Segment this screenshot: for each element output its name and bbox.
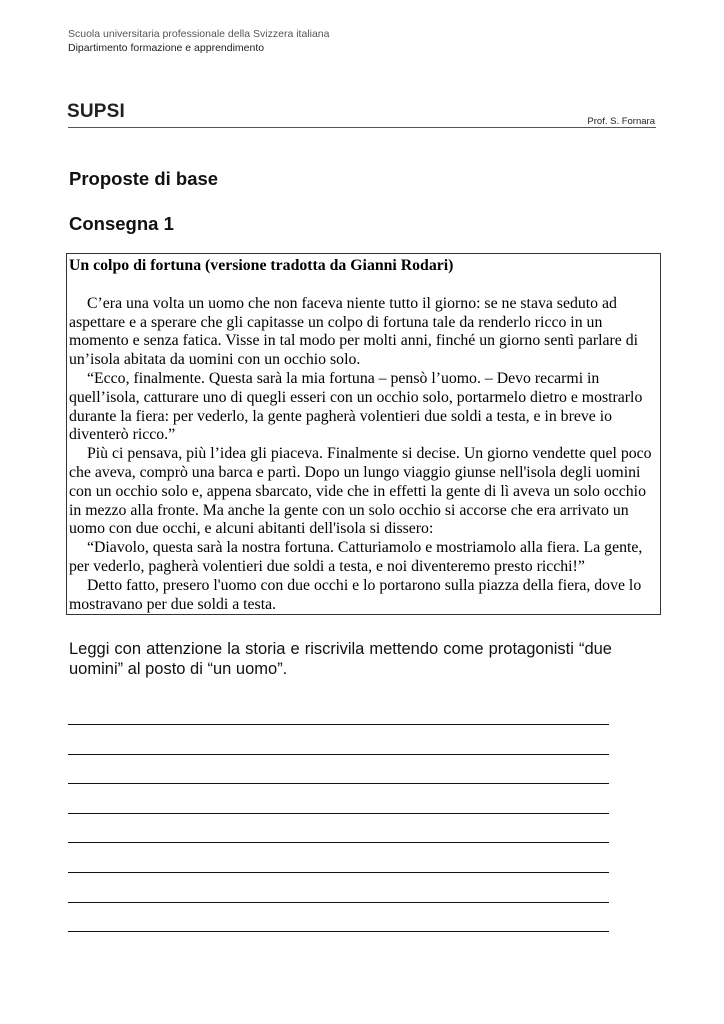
writing-lines	[68, 724, 609, 961]
story-title: Un colpo di fortuna (versione tradotta da Gianni Rodari)	[69, 257, 454, 274]
supsi-logo: SUPSI	[67, 101, 126, 122]
story-paragraph: Detto fatto, presero l'uomo con due occhi e lo portarono sulla piazza della fiera, dove lo mostravano per due soldi a testa.	[69, 576, 642, 613]
story-paragraph: “Diavolo, questa sarà la nostra fortuna. Catturiamolo e mostriamolo alla fiera. La gente, per vederlo, pagherà volentieri due soldi a testa, e noi diventeremo presto ricchi!”	[69, 539, 643, 575]
writing-line[interactable]	[68, 754, 609, 755]
task-instruction: Leggi con attenzione la storia e riscrivila mettendo come protagonisti “due uomini” al posto di “un uomo”.	[69, 640, 612, 678]
writing-line[interactable]	[68, 902, 609, 903]
writing-line[interactable]	[68, 783, 609, 784]
writing-line[interactable]	[68, 872, 609, 873]
department-name: Dipartimento formazione e apprendimento	[68, 42, 265, 54]
story-box	[66, 253, 661, 615]
writing-line[interactable]	[68, 842, 609, 843]
writing-line[interactable]	[68, 813, 609, 814]
writing-line[interactable]	[68, 931, 609, 932]
story-paragraph: C’era una volta un uomo che non faceva niente tutto il giorno: se ne stava seduto ad aspettare e a sperare che gli capitasse un colpo di fortuna tale da renderlo ricco in un momento e senza fatica. Visse in tal modo per molti anni, finché un giorno sentì parlare di un’isola abitata da uomini con un occhio solo.	[69, 294, 639, 369]
section-title: Proposte di base	[69, 168, 219, 189]
story-paragraph: Più ci pensava, più l’idea gli piaceva. Finalmente si decise. Un giorno vendette quel poco che aveva, comprò una barca e partì. Dopo un lungo viaggio giunse nell'isola degli uomini con un occhio solo e, appena sbarcato, vide che in effetti la gente di lì aveva un solo occhio in mezzo alla fronte. Ma anche la gente con un solo occhio si accorse che era arrivato un uomo con due occhi, e alcuni abitanti dell'isola si dissero:	[69, 445, 652, 538]
author-name: Prof. S. Fornara	[587, 116, 655, 127]
institution-name: Scuola universitaria professionale della Svizzera italiana	[68, 28, 330, 40]
header-divider	[68, 127, 656, 128]
story-paragraph: “Ecco, finalmente. Questa sarà la mia fortuna – pensò l’uomo. – Devo recarmi in quell’isola, catturare uno di quegli esseri con un occhio solo, portarmelo dietro e mostrarlo durante la fiera: per vederlo, la gente pagherà volentieri due soldi a testa, e in breve io diventerò ricco.”	[69, 369, 643, 444]
writing-line[interactable]	[68, 724, 609, 725]
assignment-title: Consegna 1	[69, 213, 174, 234]
